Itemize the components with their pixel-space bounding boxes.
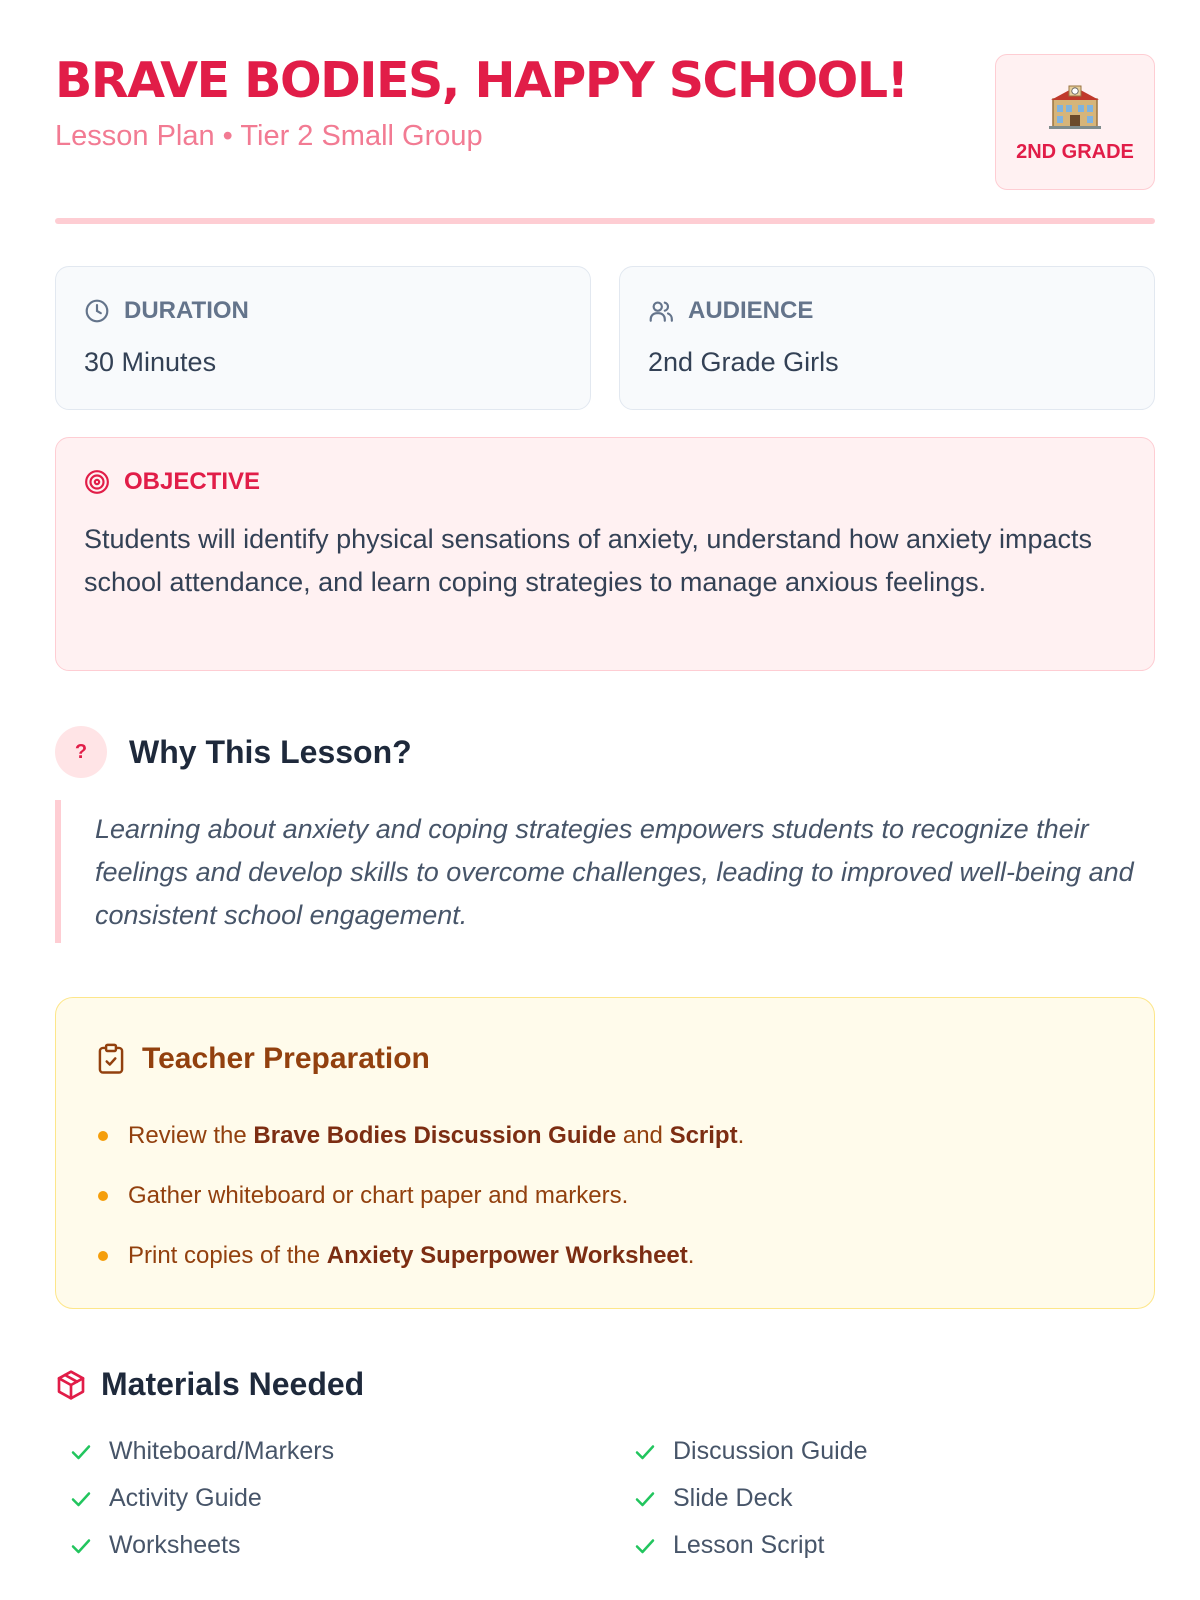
lesson-header (55, 0, 1155, 225)
header-divider (55, 218, 1155, 224)
material-item (633, 1428, 868, 1475)
materials-list-right (633, 1428, 868, 1569)
material-label: Discussion Guide (673, 1437, 868, 1465)
prep-item-text (128, 1242, 694, 1270)
package-icon (55, 1369, 87, 1401)
prep-item-text (128, 1182, 628, 1210)
page-subtitle: Lesson Plan • Tier 2 Small Group (55, 120, 483, 152)
info-row (55, 266, 1155, 410)
prep-item (96, 1166, 744, 1226)
prep-item-fragment: Print copies of the (128, 1242, 327, 1269)
clock-icon (84, 298, 110, 324)
prep-item-emphasis: Brave Bodies Discussion Guide (253, 1122, 617, 1149)
grade-label: 2ND GRADE (1016, 141, 1134, 163)
prep-title: Teacher Preparation (142, 1042, 430, 1075)
why-heading (55, 726, 412, 778)
audience-label: AUDIENCE (688, 297, 814, 324)
duration-label: DURATION (124, 297, 249, 324)
materials-title: Materials Needed (101, 1366, 365, 1402)
audience-value: 2nd Grade Girls (648, 347, 839, 377)
check-icon (633, 1534, 657, 1558)
target-icon (84, 469, 110, 495)
why-text: Learning about anxiety and coping strategies empowers students to recognize their feelings and develop skills to overcome challenges, leading to improved well-being and consistent school engagement. (95, 814, 1134, 930)
grade-badge (995, 54, 1155, 190)
question-icon: ? (55, 726, 107, 778)
why-title: Why This Lesson? (129, 733, 412, 770)
lesson-plan-page (55, 0, 1155, 1559)
check-icon (633, 1440, 657, 1464)
material-label: Worksheets (109, 1531, 241, 1559)
prep-item-fragment: . (737, 1122, 745, 1149)
prep-list (96, 1106, 744, 1286)
prep-item-text (128, 1122, 744, 1150)
material-item (69, 1475, 334, 1522)
objective-card (55, 437, 1155, 671)
prep-item (96, 1106, 744, 1166)
duration-card (55, 266, 591, 410)
material-label: Activity Guide (109, 1484, 262, 1512)
school-icon (1049, 83, 1101, 129)
material-item (633, 1475, 868, 1522)
material-label: Whiteboard/Markers (109, 1437, 335, 1465)
bullet-dot-icon (98, 1251, 108, 1261)
material-label: Slide Deck (673, 1484, 793, 1512)
check-icon (633, 1487, 657, 1511)
bullet-dot-icon (98, 1131, 108, 1141)
check-icon (69, 1440, 93, 1464)
materials-heading (55, 1366, 364, 1403)
prep-item-fragment: Gather whiteboard or chart paper and markers. (128, 1182, 629, 1209)
material-item (69, 1522, 334, 1569)
audience-card (619, 266, 1155, 410)
bullet-dot-icon (98, 1191, 108, 1201)
teacher-prep-card (55, 997, 1155, 1309)
prep-item-emphasis: Anxiety Superpower Worksheet (326, 1242, 688, 1269)
clipboard-check-icon (96, 1043, 126, 1075)
check-icon (69, 1534, 93, 1558)
prep-item-fragment: . (687, 1242, 695, 1269)
duration-value: 30 Minutes (84, 347, 217, 377)
why-quote (55, 800, 1155, 943)
prep-item-fragment: and (616, 1122, 670, 1149)
prep-item (96, 1226, 744, 1286)
materials-list-left (69, 1428, 334, 1569)
objective-label: OBJECTIVE (124, 468, 261, 495)
check-icon (69, 1487, 93, 1511)
users-icon (648, 298, 674, 324)
page-title: BRAVE BODIES, HAPPY SCHOOL! (55, 52, 908, 109)
material-item (69, 1428, 334, 1475)
material-label: Lesson Script (673, 1531, 825, 1559)
material-item (633, 1522, 868, 1569)
objective-text: Students will identify physical sensations of anxiety, understand how anxiety impacts school attendance, and learn coping strategies to manage anxious feelings. (84, 524, 1093, 597)
prep-item-fragment: Review the (128, 1122, 254, 1149)
prep-item-emphasis: Script (669, 1122, 738, 1149)
